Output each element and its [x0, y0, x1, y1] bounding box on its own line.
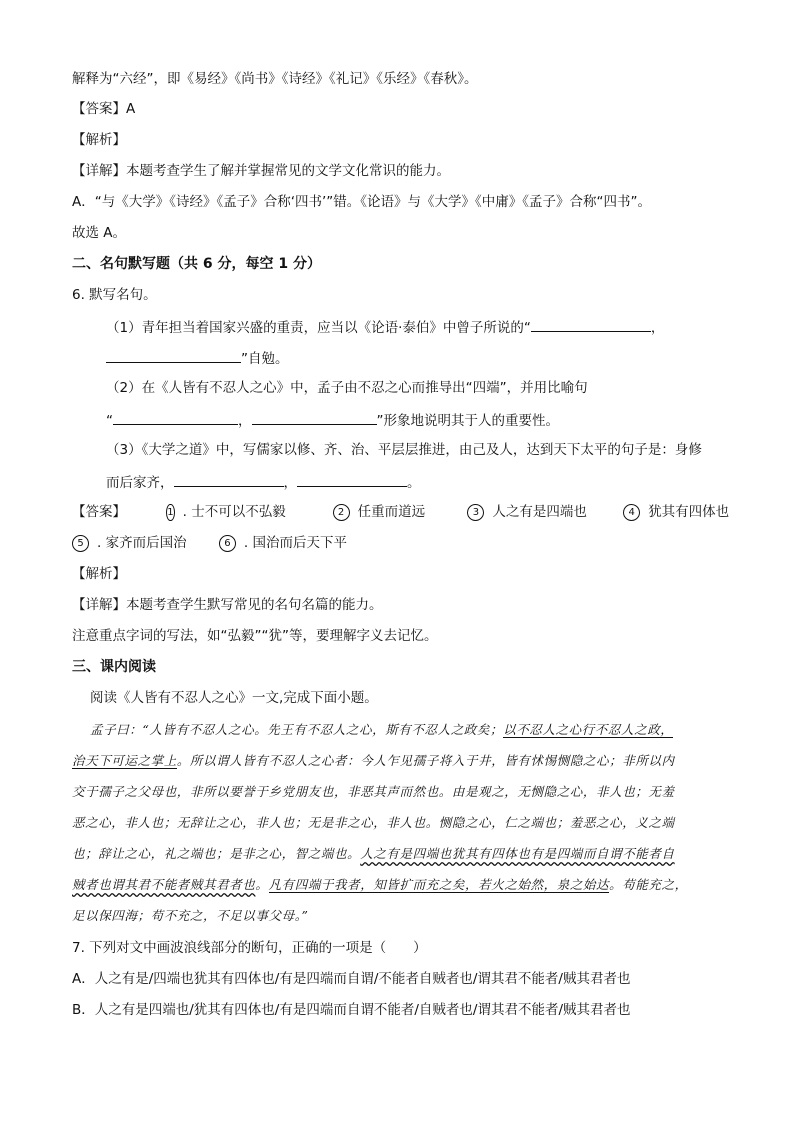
answer-blank[interactable] [297, 472, 407, 487]
option-a[interactable]: A．人之有是/四端也犹其有四体也/有是四端而自谓/不能者自贼者也/谓其君不能者/贼其君者也 [72, 971, 631, 987]
passage-text: 。苟能充之， [609, 877, 688, 892]
passage-text: 。所以谓人皆有不忍人之心者：今人乍见孺子将入于井，皆有怵惕恻隐之心；非所以内 [176, 753, 675, 768]
answer-blank[interactable] [106, 348, 241, 363]
question-text: （2）在《人皆有不忍人之心》中，孟子由不忍之心而推导出“四端”，并用比喻句 [106, 380, 588, 396]
question-title: 7. 下列对文中画波浪线部分的断句，正确的一项是（ ） [72, 940, 427, 956]
answer-item [72, 534, 187, 553]
question-item [106, 472, 421, 492]
question-text: ， [238, 413, 252, 429]
passage-text: 。 [255, 877, 269, 892]
question-text: ”自勉。 [241, 351, 289, 367]
answer-item [623, 503, 729, 522]
question-text: “ [106, 413, 113, 429]
detail-text: 【详解】本题考查学生了解并掌握常见的文学文化常识的能力。 [72, 163, 450, 179]
circled-number: 1 [166, 504, 174, 521]
circled-number: 4 [623, 504, 640, 521]
question-text: 而后家齐， [106, 475, 174, 491]
question-title: 6. 默写名句。 [72, 287, 157, 303]
answer-text: . 士不可以不弘毅 [182, 504, 286, 520]
answer-blank[interactable] [252, 410, 377, 425]
passage-line [90, 721, 673, 739]
question-item [106, 317, 664, 337]
answer-text: 任重而道远 [357, 504, 426, 520]
question-text: （1）青年担当着国家兴盛的重责，应当以《论语·泰伯》中曾子所说的“ [106, 320, 531, 336]
question-text: 。 [407, 475, 421, 491]
question-item [106, 379, 588, 397]
question-item [106, 410, 559, 430]
wavy-underlined-text: 人之有是四端也犹其有四体也有是四端而自谓不能者自 [360, 846, 675, 861]
circled-number: 2 [333, 504, 350, 521]
answer-text: . 家齐而后国治 [97, 535, 187, 551]
question-text: （3）《大学之道》中，写儒家以修、齐、治、平层层推进，由己及人，达到天下太平的句子是：身修 [106, 442, 702, 458]
answer-blank[interactable] [174, 472, 284, 487]
question-text: ”形象地说明其于人的重要性。 [376, 413, 559, 429]
note-text: 注意重点字词的写法，如“弘毅”“犹”等，要理解字义去记忆。 [72, 628, 438, 644]
answer-row [72, 503, 729, 522]
circled-number: 5 [72, 535, 89, 552]
wavy-underlined-text: 贼者也谓其君不能者贼其君者也 [72, 877, 256, 892]
answer-label: 【答案】 [72, 504, 126, 520]
passage-line [72, 752, 675, 770]
answer-blank[interactable] [113, 410, 238, 425]
answer-text: 犹其有四体也 [648, 504, 730, 520]
underlined-text: 以不忍人之心行不忍人之政， [503, 722, 674, 737]
option-b[interactable]: B．人之有是四端也/犹其有四体也/有是四端而自谓不能者/自贼者也/谓其君不能者/贼其君者也 [72, 1002, 631, 1018]
question-text: ， [283, 475, 297, 491]
answer-blank[interactable] [531, 317, 651, 332]
answer-text: . 国治而后天下平 [243, 535, 347, 551]
answer-label: 【答案】A [72, 101, 136, 117]
passage-line: 足以保四海；苟不充之，不足以事父母。” [72, 908, 309, 923]
section-heading: 三、课内阅读 [72, 659, 156, 675]
reading-intro: 阅读《人皆有不忍人之心》一文,完成下面小题。 [90, 690, 378, 706]
answer-item [166, 503, 286, 522]
question-item [106, 348, 289, 368]
circled-number: 6 [219, 535, 236, 552]
underlined-text: 凡有四端于我者，知皆扩而充之矣，若火之始然，泉之始达 [268, 877, 610, 892]
answer-item [219, 534, 347, 553]
analysis-label: 【解析】 [72, 132, 126, 148]
question-item [106, 441, 702, 459]
answer-item [467, 503, 587, 522]
text-line: 解释为“六经”，即《易经》《尚书》《诗经》《礼记》《乐经》《春秋》。 [72, 71, 478, 87]
circled-number: 3 [467, 504, 484, 521]
analysis-label: 【解析】 [72, 566, 126, 582]
detail-text: 【详解】本题考查学生默写常见的名句名篇的能力。 [72, 597, 383, 613]
passage-line: 恶之心，非人也；无辞让之心，非人也；无是非之心，非人也。恻隐之心，仁之端也；羞恶之心，义之端 [72, 815, 675, 830]
passage-line [72, 876, 688, 894]
section-heading: 二、名句默写题（共 6 分，每空 1 分） [72, 256, 321, 272]
text-line: 故选 A。 [72, 225, 127, 241]
answer-item [333, 503, 426, 522]
passage-line: 交于孺子之父母也，非所以要誉于乡党朋友也，非恶其声而然也。由是观之，无恻隐之心，非人也；无羞 [72, 784, 675, 799]
underlined-text: 治天下可运之掌上 [72, 753, 177, 768]
question-text: ， [650, 320, 665, 336]
passage-text: 也；辞让之心，礼之端也；是非之心，智之端也。 [72, 846, 361, 861]
text-line: A．“与《大学》《诗经》《孟子》合称‘四书’”错。《论语》与《大学》《中庸》《孟子》合称“四书”。 [72, 194, 652, 210]
answer-row [72, 534, 347, 553]
passage-text: 孟子曰：“人皆有不忍人之心。先王有不忍人之心，斯有不忍人之政矣； [90, 722, 504, 737]
passage-line [72, 845, 675, 863]
answer-text: 人之有是四端也 [492, 504, 587, 520]
